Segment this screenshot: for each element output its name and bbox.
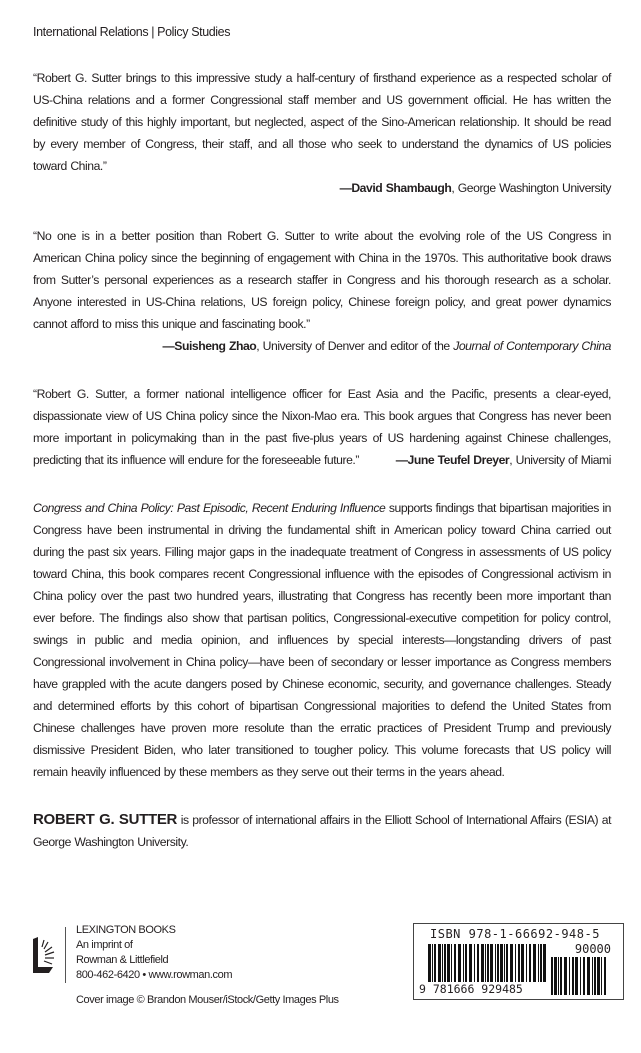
barcode-bars <box>428 944 546 982</box>
barcode-bar <box>572 957 574 995</box>
barcode-bar <box>554 957 557 995</box>
barcode-bar <box>442 944 443 982</box>
barcode-bar <box>601 957 602 995</box>
barcode-bar <box>485 944 486 982</box>
barcode-bar <box>543 944 546 982</box>
barcode-bar <box>518 944 520 982</box>
isbn-barcode <box>413 923 624 1000</box>
barcode-bar <box>469 944 472 982</box>
barcode-bar <box>551 957 553 995</box>
barcode-bar <box>592 957 593 995</box>
barcode-bar <box>558 957 559 995</box>
barcode-bar <box>506 944 508 982</box>
footer <box>33 923 611 1013</box>
barcode-bar <box>438 944 441 982</box>
barcode-bar <box>428 944 431 982</box>
barcode-bar <box>515 944 516 982</box>
barcode-bar <box>495 944 496 982</box>
barcode-bar <box>587 957 590 995</box>
barcode-bar <box>580 957 581 995</box>
cover-credit: Cover image © Brandon Mouser/iStock/Getty Images Plus <box>76 994 339 1006</box>
blurb-affiliation: , George Washington University <box>451 181 611 195</box>
barcode-bar <box>604 957 606 995</box>
description-text: supports findings that bipartisan majorities in Congress have been instrumental in driving the fundamental shift in American policy toward China carried out during the past six years. Filling major gaps in the inadequate treatment of Congress in assessments of US policy toward China, this book compares recent Congressional influence with the episodes of Congressional activism in China policy over the past two hundred years, illustrating that Congress has recently been more important than ever before. The findings also show that partisan politics, Congressional-executive competition for policy control, swings in public and media opinion, and influences by special interests—longstanding drivers of past Congressional involvement in China policy—have been of secondary or lesser importance as Congress members have grappled with the acute dangers posed by Chinese economic, security, and governance challenges. Steady and determined efforts by this cohort of bipartisan Congressional majorities to defend the United States from Chinese challenges have proven more resolute than the erratic practices of President Trump and previously dismissive President Biden, who later transitioned to tougher policy. This volume forecasts that US policy will remain heavily influenced by these members as they serve out their terms in the years ahead. <box>33 501 611 779</box>
barcode-bar <box>474 944 475 982</box>
book-title: Congress and China Policy: Past Episodic, Recent Enduring Influence <box>33 501 386 515</box>
blurb-author: —June Teufel Dreyer <box>395 453 510 467</box>
barcode-bar <box>569 957 570 995</box>
barcode-bar <box>560 957 562 995</box>
author-name: ROBERT G. SUTTER <box>33 811 178 828</box>
blurb-attribution <box>396 449 611 471</box>
blurb-author: —Suisheng Zhao <box>162 339 257 353</box>
blurb-affiliation: , University of Miami <box>509 453 611 467</box>
barcode-bar <box>538 944 539 982</box>
barcode-bar <box>526 944 527 982</box>
publisher-imprint: An imprint of <box>76 939 133 951</box>
journal-title: Journal of Contemporary China <box>453 339 611 353</box>
barcode-bar <box>451 944 452 982</box>
barcode-bar <box>490 944 493 982</box>
barcode-bar <box>533 944 536 982</box>
blurb-text: “Robert G. Sutter brings to this impressive study a half-century of firsthand experience as a respected scholar of US-China relations and a former Congressional staff member and US government official. He has written the definitive study of this highly important, but neglected, aspect of the Sino-American relationship. It should be read by every member of Congress, their staff, and all those who seek to understand the dynamics of US policies toward China.” <box>33 71 611 173</box>
barcode-bar <box>463 944 464 982</box>
barcode-bar <box>432 944 433 982</box>
lexington-logo-icon <box>33 935 57 975</box>
price-barcode-bars <box>551 957 609 995</box>
barcode-bar <box>583 957 585 995</box>
barcode-bar <box>447 944 450 982</box>
publisher-contact: 800-462-6420 • www.rowman.com <box>76 969 233 981</box>
barcode-bar <box>575 957 578 995</box>
barcode-bar <box>564 957 567 995</box>
publisher-name: LEXINGTON BOOKS <box>76 924 176 936</box>
barcode-bar <box>477 944 479 982</box>
blurb-3 <box>33 383 611 471</box>
barcode-digits: 9 781666 929485 <box>419 982 523 996</box>
barcode-bar <box>500 944 503 982</box>
barcode-bar <box>465 944 467 982</box>
blurb-attribution <box>163 335 611 357</box>
price-code: 90000 <box>574 942 611 956</box>
barcode-bar <box>594 957 596 995</box>
barcode-bar <box>497 944 499 982</box>
isbn-number: ISBN 978-1-66692-948-5 <box>430 927 600 941</box>
barcode-bar <box>458 944 461 982</box>
publisher-info <box>76 923 232 983</box>
barcode-bar <box>434 944 436 982</box>
blurb-author: —David Shambaugh <box>339 181 452 195</box>
barcode-bar <box>529 944 531 982</box>
barcode-bar <box>521 944 524 982</box>
blurb-affiliation: , University of Denver and editor of the <box>256 339 454 353</box>
barcode-bar <box>597 957 600 995</box>
barcode-bar <box>510 944 513 982</box>
barcode-bar <box>444 944 446 982</box>
barcode-bar <box>481 944 484 982</box>
category-header: International Relations | Policy Studies <box>33 25 231 39</box>
divider <box>65 927 66 983</box>
blurb-attribution <box>33 177 611 199</box>
barcode-bar <box>454 944 456 982</box>
book-description <box>33 497 611 783</box>
blurb-text: “Robert G. Sutter, a former national intelligence officer for East Asia and the Pacific, presents a clear-eyed, dispassionate view of US China policy since the Nixon-Mao era. This book argues that Congress has never been more important in policymaking than in the past five-plus years of US hardening against Chinese challenges, predicting that its influence will endure for the foreseeable future.” <box>33 387 611 467</box>
author-bio-text: is professor of international affairs in the Elliott School of International Affairs (ESIA) at George Washington University. <box>33 813 612 849</box>
author-bio <box>33 809 611 853</box>
barcode-bar <box>487 944 489 982</box>
blurb-1 <box>33 67 611 199</box>
barcode-bar <box>540 944 542 982</box>
blurb-text: “No one is in a better position than Robert G. Sutter to write about the evolving role of the US Congress in American China policy since the beginning of engagement with China in the 1970s. This authoritative book draws from Sutter’s personal experiences as a research staffer in Congress and his thorough research as a scholar. Anyone interested in US-China relations, US foreign policy, Chinese foreign policy, and great power dynamics cannot afford to miss this unique and fascinating book.” <box>33 229 611 331</box>
publisher-parent: Rowman & Littlefield <box>76 954 169 966</box>
blurb-2 <box>33 225 611 357</box>
barcode-bar <box>504 944 505 982</box>
